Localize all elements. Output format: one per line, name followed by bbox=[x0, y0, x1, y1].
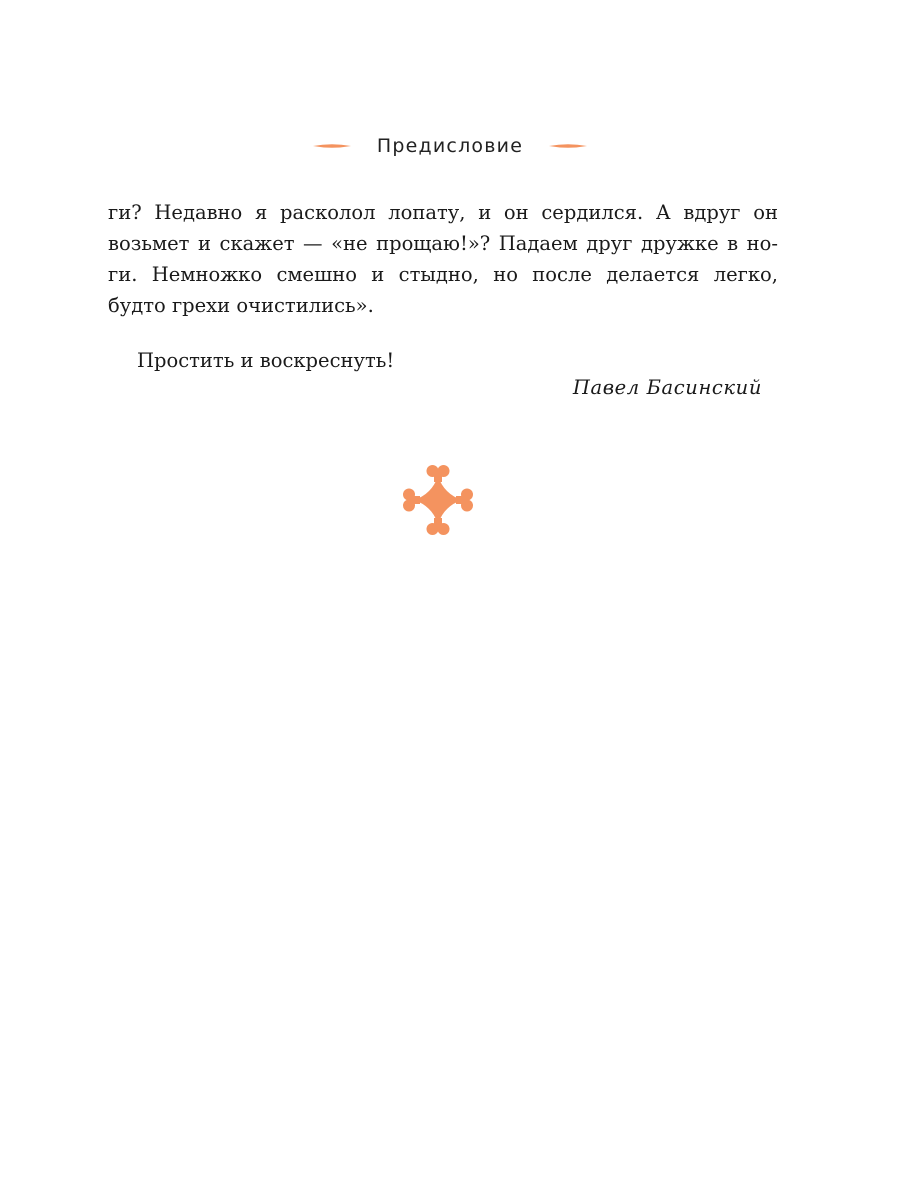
section-title: Предисловие bbox=[376, 135, 524, 157]
author-signature: Павел Басинский bbox=[572, 376, 762, 399]
closing-sentence: Простить и воскреснуть! bbox=[137, 349, 395, 372]
body-line: возьмет и скажет — «не прощаю!»? Падаем друг дружке в но- bbox=[108, 232, 778, 255]
running-head bbox=[0, 131, 900, 161]
body-line: ги. Немножко смешно и стыдно, но после делается легко, bbox=[108, 263, 778, 286]
cross-flourish-icon bbox=[400, 462, 476, 538]
body-line: будто грехи очистились». bbox=[108, 294, 374, 317]
body-paragraph bbox=[108, 197, 778, 321]
right-dash-ornament-icon bbox=[549, 143, 587, 149]
left-dash-ornament-icon bbox=[313, 143, 351, 149]
body-line: ги? Недавно я расколол лопату, и он сердился. А вдруг он bbox=[108, 201, 778, 224]
